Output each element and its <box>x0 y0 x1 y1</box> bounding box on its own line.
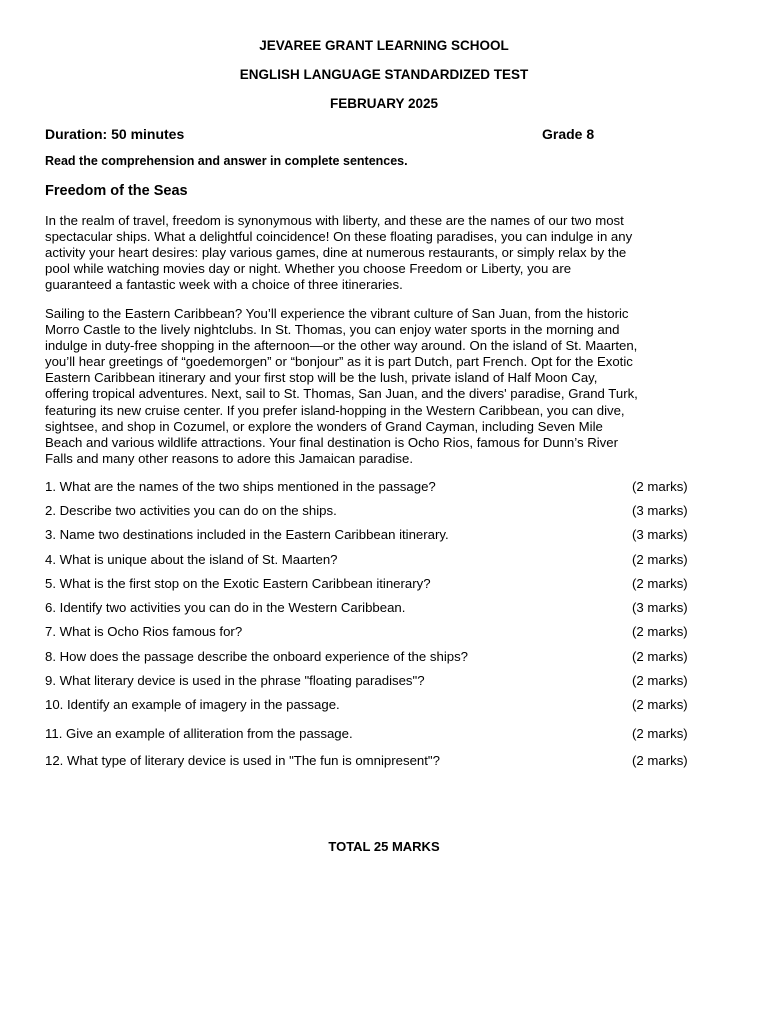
passage-line: Beach and various wildlife attractions. Your final destination is Ocho Rios, famous for Dunn’s River <box>45 434 618 450</box>
grade: Grade 8 <box>542 126 595 142</box>
question-3-marks: (3 marks) <box>632 527 688 542</box>
question-6: 6. Identify two activities you can do in the Western Caribbean. <box>45 600 406 615</box>
question-4: 4. What is unique about the island of St. Maarten? <box>45 552 338 567</box>
school-name: JEVAREE GRANT LEARNING SCHOOL <box>259 38 509 53</box>
question-11-marks: (2 marks) <box>632 726 688 741</box>
passage-line: offering tropical adventures. Next, sail to St. Thomas, San Juan, and the divers' paradise, Grand Turk, <box>45 386 638 402</box>
duration: Duration: 50 minutes <box>45 126 185 142</box>
question-7-marks: (2 marks) <box>632 624 688 639</box>
question-9: 9. What literary device is used in the phrase "floating paradises"? <box>45 673 425 688</box>
passage-line: spectacular ships. What a delightful coincidence! On these floating paradises, you can indulge in any <box>45 229 633 245</box>
question-12: 12. What type of literary device is used in "The fun is omnipresent"? <box>45 753 440 768</box>
question-11: 11. Give an example of alliteration from the passage. <box>45 726 353 741</box>
question-3: 3. Name two destinations included in the Eastern Caribbean itinerary. <box>45 527 449 542</box>
question-9-marks: (2 marks) <box>632 673 688 688</box>
passage-line: Eastern Caribbean itinerary and your first stop will be the lush, private island of Half Moon Cay, <box>45 370 598 386</box>
question-8: 8. How does the passage describe the onboard experience of the ships? <box>45 649 469 664</box>
question-5: 5. What is the first stop on the Exotic Eastern Caribbean itinerary? <box>45 576 431 591</box>
passage-line: guaranteed a fantastic week with a choice of three itineraries. <box>45 277 403 293</box>
question-10: 10. Identify an example of imagery in the passage. <box>45 697 340 712</box>
question-7: 7. What is Ocho Rios famous for? <box>45 624 243 639</box>
question-4-marks: (2 marks) <box>632 552 688 567</box>
passage-paragraph-1 <box>45 213 735 293</box>
question-1: 1. What are the names of the two ships mentioned in the passage? <box>45 479 436 494</box>
instruction: Read the comprehension and answer in complete sentences. <box>45 154 408 168</box>
passage-line: Sailing to the Eastern Caribbean? You’ll experience the vibrant culture of San Juan, from the historic <box>45 306 629 321</box>
passage-paragraph-2 <box>45 306 735 467</box>
passage-line: indulge in duty-free shopping in the afternoon—or the other way around. On the island of St. Maarten, <box>45 338 638 354</box>
question-5-marks: (2 marks) <box>632 576 688 591</box>
passage-line: Falls and many other reasons to adore this Jamaican paradise. <box>45 450 413 466</box>
question-12-marks: (2 marks) <box>632 753 688 768</box>
passage-line: pool while watching movies day or night. Whether you choose Freedom or Liberty, you are <box>45 261 572 277</box>
question-2: 2. Describe two activities you can do on the ships. <box>45 503 337 518</box>
total-marks: TOTAL 25 MARKS <box>328 839 440 854</box>
passage-line: Morro Castle to the lively nightclubs. In St. Thomas, you can enjoy water sports in the morning and <box>45 322 620 338</box>
question-1-marks: (2 marks) <box>632 479 688 494</box>
passage-line: In the realm of travel, freedom is synonymous with liberty, and these are the names of our two most <box>45 213 624 228</box>
question-10-marks: (2 marks) <box>632 697 688 712</box>
question-6-marks: (3 marks) <box>632 600 688 615</box>
passage-line: sightsee, and shop in Cozumel, or explore the wonders of Grand Cayman, including Seven Mile <box>45 418 603 434</box>
passage-line: activity your heart desires: play various games, dine at numerous restaurants, or simply relax by the <box>45 245 627 261</box>
passage-title: Freedom of the Seas <box>45 183 188 199</box>
test-date: FEBRUARY 2025 <box>329 96 439 111</box>
question-2-marks: (3 marks) <box>632 503 688 518</box>
question-8-marks: (2 marks) <box>632 649 688 664</box>
passage-line: featuring its new cruise center. If you prefer island-hopping in the Western Caribbean, you can dive, <box>45 402 625 418</box>
test-title: ENGLISH LANGUAGE STANDARDIZED TEST <box>239 67 529 82</box>
passage-line: you’ll hear greetings of “goedemorgen” or “bonjour” as it is part Dutch, part French. Opt for the Exotic <box>45 354 633 370</box>
